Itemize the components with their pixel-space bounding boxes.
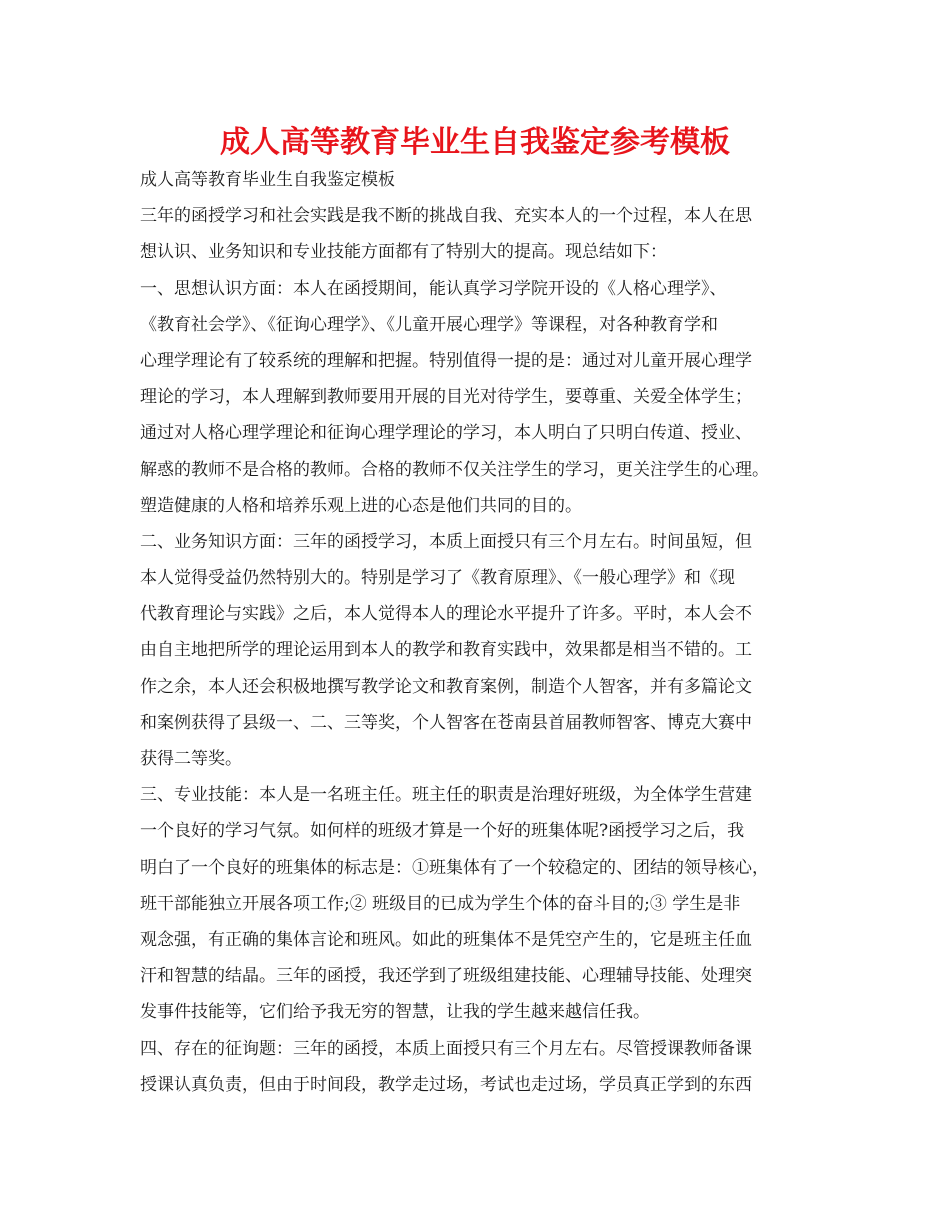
text-line: 想认识、业务知识和专业技能方面都有了特别大的提高。现总结如下： bbox=[140, 242, 667, 263]
text-line: 塑造健康的人格和培养乐观上进的心态是他们共同的目的。 bbox=[140, 495, 582, 516]
text-line: 一个良好的学习气氛。如何样的班级才算是一个好的班集体呢?函授学习之后，我 bbox=[140, 821, 745, 842]
text-line: 通过对人格心理学理论和征询心理学理论的学习，本人明白了只明白传道、授业、 bbox=[140, 423, 752, 444]
text-line: 明白了一个良好的班集体的标志是：①班集体有了一个较稳定的、团结的领导核心， bbox=[140, 857, 769, 878]
document-title: 成人高等教育毕业生自我鉴定参考模板 bbox=[220, 125, 730, 160]
text-line: 三年的函授学习和社会实践是我不断的挑战自我、充实本人的一个过程，本人在思 bbox=[140, 206, 752, 227]
document-body bbox=[140, 162, 840, 1103]
text-line: 一、思想认识方面：本人在函授期间，能认真学习学院开设的《人格心理学》、 bbox=[140, 278, 727, 299]
text-line: 观念强，有正确的集体言论和班风。如此的班集体不是凭空产生的，它是班主任血 bbox=[140, 929, 752, 950]
text-line: 发事件技能等，它们给予我无穷的智慧，让我的学生越来越信任我。 bbox=[140, 1002, 650, 1023]
text-line: 四、存在的征询题：三年的函授，本质上面授只有三个月左右。尽管授课教师备课 bbox=[140, 1038, 752, 1059]
text-line: 心理学理论有了较系统的理解和把握。特别值得一提的是：通过对儿童开展心理学 bbox=[140, 350, 752, 371]
text-line: 《教育社会学》、《征询心理学》、《儿童开展心理学》等课程，对各种教育学和 bbox=[140, 314, 718, 335]
text-line: 和案例获得了县级一、二、三等奖，个人智客在苍南县首届教师智客、博克大赛中 bbox=[140, 712, 752, 733]
text-line: 二、业务知识方面：三年的函授学习，本质上面授只有三个月左右。时间虽短，但 bbox=[140, 531, 752, 552]
text-line: 由自主地把所学的理论运用到本人的教学和教育实践中，效果都是相当不错的。工 bbox=[140, 640, 752, 661]
text-line: 班干部能独立开展各项工作;② 班级目的已成为学生个体的奋斗目的;③ 学生是非 bbox=[140, 893, 741, 914]
text-line: 理论的学习，本人理解到教师要用开展的目光对待学生，要尊重、关爱全体学生； bbox=[140, 387, 752, 408]
text-line: 授课认真负责，但由于时间段，教学走过场，考试也走过场，学员真正学到的东西 bbox=[140, 1074, 752, 1095]
text-line: 成人高等教育毕业生自我鉴定模板 bbox=[140, 170, 395, 190]
text-line: 本人觉得受益仍然特别大的。特别是学习了《教育原理》、《一般心理学》和《现 bbox=[140, 568, 735, 589]
text-line: 作之余，本人还会积极地撰写教学论文和教育案例，制造个人智客，并有多篇论文 bbox=[140, 676, 752, 697]
text-line: 汗和智慧的结晶。三年的函授，我还学到了班级组建技能、心理辅导技能、处理突 bbox=[140, 966, 752, 987]
text-line: 解惑的教师不是合格的教师。合格的教师不仅关注学生的学习，更关注学生的心理。 bbox=[140, 459, 769, 480]
text-line: 代教育理论与实践》之后，本人觉得本人的理论水平提升了许多。平时，本人会不 bbox=[140, 604, 752, 625]
text-line: 三、专业技能：本人是一名班主任。班主任的职责是治理好班级，为全体学生营建 bbox=[140, 785, 752, 806]
text-line: 获得二等奖。 bbox=[140, 749, 242, 769]
